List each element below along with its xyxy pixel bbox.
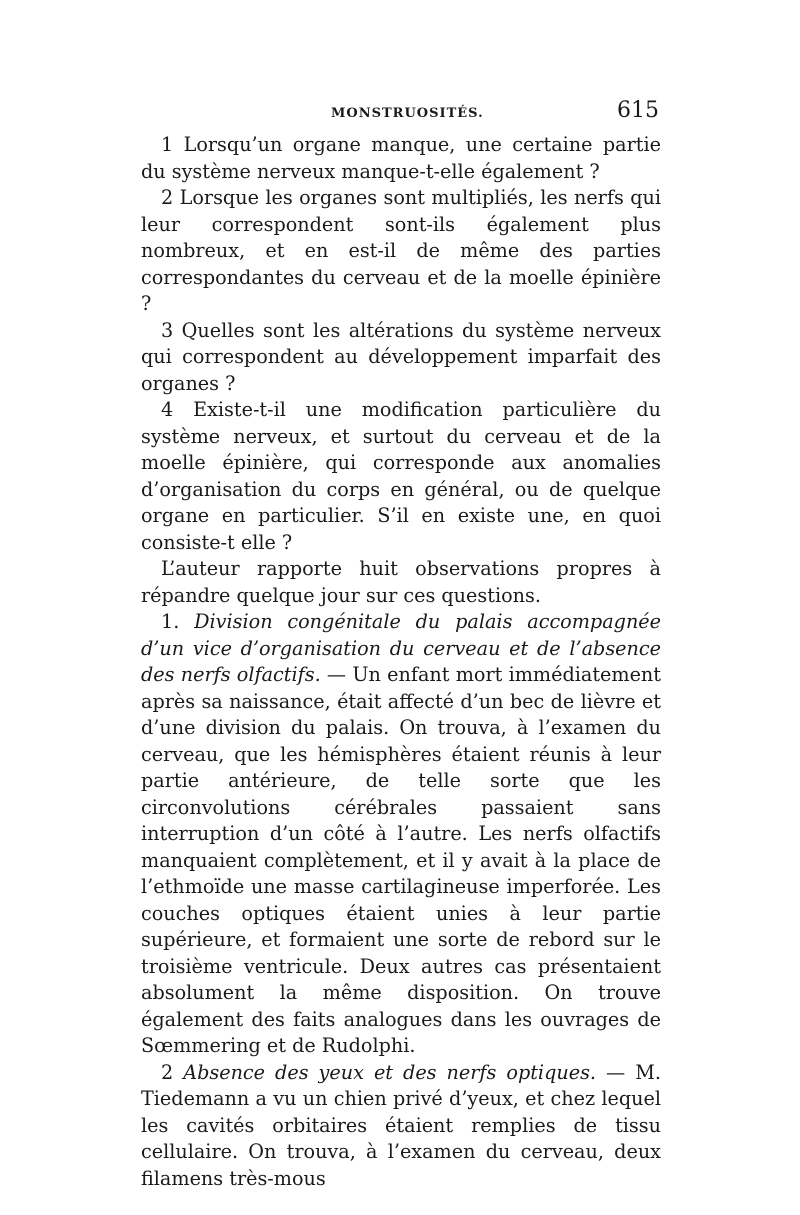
observation-1-heading: Division congénitale du palais accompagnée d’un vice d’organisation du cerveau et de l’absence des nerfs olfactifs. — [141, 610, 662, 686]
question-1: 1 Lorsqu’un organe manque, une certaine partie du système nerveux manque-t-elle également ? — [141, 133, 661, 183]
observation-2-text: — M. Tiedemann a vu un chien privé d’yeux, et chez lequel les cavités orbitaires étaient remplies de tissu cellulaire. On trouva, à l’examen du cerveau, deux filamens très-mous — [141, 1060, 661, 1190]
question-3: 3 Quelles sont les altérations du système nerveux qui correspondent au développement imparfait des organes ? — [141, 318, 661, 395]
page-number: 615 — [617, 98, 659, 123]
observation-2-number: 2 — [161, 1060, 184, 1084]
observation-1 — [141, 609, 661, 1060]
body-text — [141, 132, 661, 1192]
page-header — [141, 92, 661, 132]
question-4: 4 Existe-t-il une modification particulière du système nerveux, et surtout du cerveau et de la moelle épinière, qui corresponde aux anomalies d’organisation du corps en général, ou de quelque organe en particulier. S’il en existe une, en quoi consiste-t elle ? — [141, 398, 661, 554]
observation-2 — [141, 1060, 661, 1193]
observation-1-number: 1. — [161, 610, 195, 633]
running-title: MONSTRUOSITÉS. — [331, 106, 484, 121]
author-note: L’auteur rapporte huit observations propres à répandre quelque jour sur ces questions. — [141, 557, 661, 607]
book-page — [141, 92, 661, 1192]
question-2: 2 Lorsque les organes sont multipliés, les nerfs qui leur correspondent sont-ils également plus nombreux, et en est-il de même des parties correspondantes du cerveau et de la moelle épinière ? — [141, 186, 661, 315]
observation-1-text: — Un enfant mort immédiatement après sa naissance, était affecté d’un bec de lièvre et d’une division du palais. On trouva, à l’examen du cerveau, que les hémisphères étaient réunis à leur partie antérieure, de telle sorte que les circonvolutions cérébrales passaient sans interruption d’un côté à l’autre. Les nerfs olfactifs manquaient complètement, et il y avait à la place de l’ethmoïde une masse cartilagineuse imperforée. Les couches optiques étaient unies à leur partie supérieure, et formaient une sorte de rebord sur le troisième ventricule. Deux autres cas présentaient absolument la même disposition. On trouve également des faits analogues dans les ouvrages de Sœmmering et de Rudolphi. — [141, 663, 661, 1057]
observation-2-heading: Absence des yeux et des nerfs optiques. — [183, 1060, 597, 1084]
